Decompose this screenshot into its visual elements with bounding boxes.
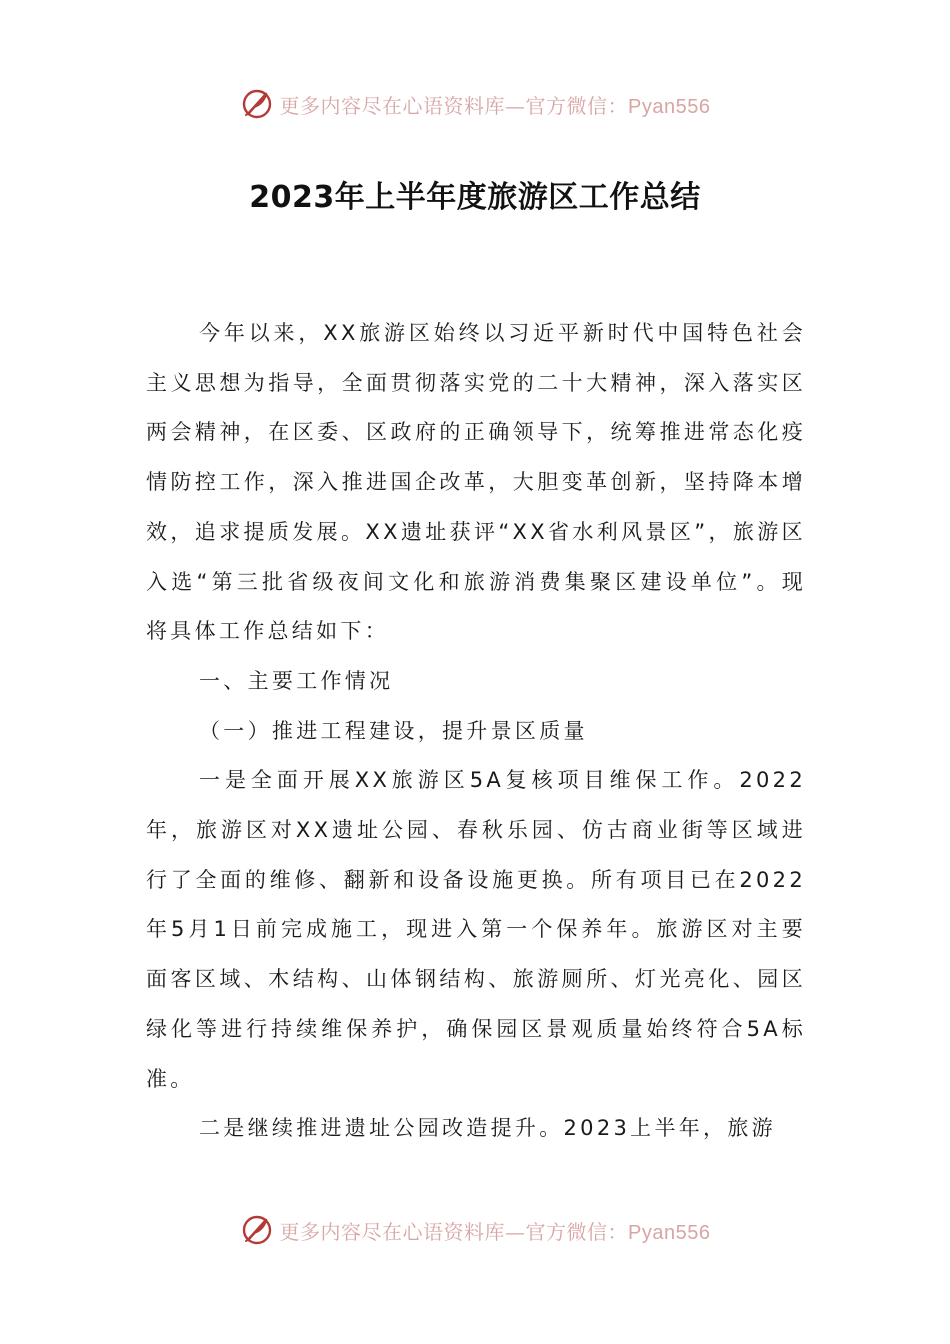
paragraph-intro: 今年以来，XX旅游区始终以习近平新时代中国特色社会主义思想为指导，全面贯彻落实党的二十大精神，深入落实区两会精神，在区委、区政府的正确领导下，统筹推进常态化疫情防控工作，深入推进国企改革，大胆变革创新，坚持降本增效，追求提质发展。XX遗址获评“XX省水利风景区”，旅游区入选“第三批省级夜间文化和旅游消费集聚区建设单位”。现将具体工作总结如下： [146,321,806,644]
quill-logo-icon [240,1213,274,1247]
section-heading: 一、主要工作情况 [199,668,394,693]
document-title: 2023年上半年度旅游区工作总结 [249,180,701,215]
watermark-text: 更多内容尽在心语资料库—官方微信：Pyan556 [279,93,711,118]
subsection-heading: （一）推进工程建设，提升景区质量 [199,718,588,743]
quill-logo-icon [240,87,274,121]
document-body [146,309,806,1154]
watermark-header [0,84,950,124]
paragraph-item-two: 二是继续推进遗址公园改造提升。2023上半年，旅游 [199,1116,776,1141]
paragraph-item-one: 一是全面开展XX旅游区5A复核项目维保工作。2022年，旅游区对XX遗址公园、春秋乐园、仿古商业街等区域进行了全面的维修、翻新和设备设施更换。所有项目已在2022年5月1日前完成施工，现进入第一个保养年。旅游区对主要面客区域、木结构、山体钢结构、旅游厕所、灯光亮化、园区绿化等进行持续维保养护，确保园区景观质量始终符合5A标准。 [146,768,806,1091]
watermark-text: 更多内容尽在心语资料库—官方微信：Pyan556 [279,1219,711,1244]
watermark-footer [0,1210,950,1250]
